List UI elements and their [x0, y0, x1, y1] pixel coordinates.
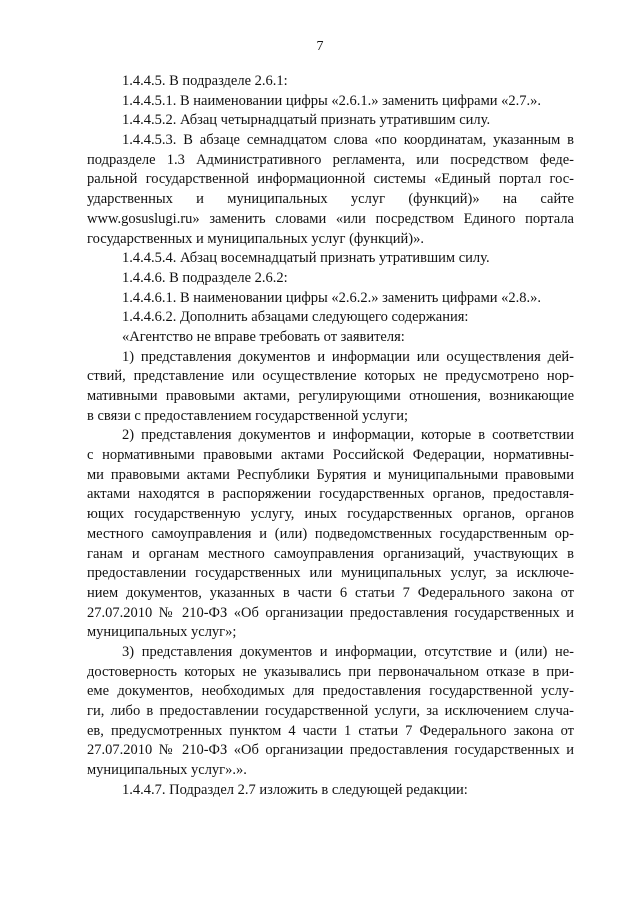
text-line: ствий, представление или осуществление которых не предусмотрено нор- [87, 368, 574, 385]
text-line: в связи с предоставлением государственной услуги; [87, 407, 408, 424]
text-line: ральной государственной информационной системы «Единый портал гос- [87, 171, 574, 188]
text-line: нием документов, указанных в части 6 статьи 7 Федерального закона от [87, 584, 574, 601]
text-line: 27.07.2010 № 210-ФЗ «Об организации предоставления государственных и [87, 742, 574, 759]
text-line: подразделе 1.3 Административного регламента, или посредством феде- [87, 151, 574, 168]
text-line: 1.4.4.5.3. В абзаце семнадцатом слова «по координатам, указанным в [122, 132, 574, 149]
text-line: ев, предусмотренных пунктом 4 части 1 статьи 7 Федерального закона от [87, 722, 574, 739]
text-line: мативными правовыми актами, регулирующими отношения, возникающие [87, 388, 574, 404]
text-line: местного самоуправления и (или) подведомственных государственным ор- [87, 525, 574, 542]
text-line: достоверность которых не указывались при первоначальном отказе в при- [87, 663, 574, 680]
text-line: 1.4.4.5.1. В наименовании цифры «2.6.1.» заменить цифрами «2.7.». [122, 92, 542, 109]
text-line: 1.4.4.7. Подраздел 2.7 изложить в следующей редакции: [122, 781, 468, 798]
text-line: актами находятся в распоряжении государственных органов, предоставля- [87, 486, 574, 503]
text-line: предоставлении государственных или муниципальных услуг, за исключе- [87, 565, 574, 582]
text-line: 1.4.4.6.1. В наименовании цифры «2.6.2.» заменить цифрами «2.8.». [122, 289, 542, 306]
text-line: ги, либо в предоставлении государственной услуги, за исключением случа- [87, 703, 574, 719]
text-line: www.gosuslugi.ru» заменить словами «или посредством Единого портала [87, 210, 574, 227]
text-line: 27.07.2010 № 210-ФЗ «Об организации предоставления государственных и [87, 604, 574, 621]
text-line: ганам и органам местного самоуправления организаций, участвующих в [87, 545, 574, 562]
text-line: государственных и муниципальных услуг (функций)». [87, 230, 424, 247]
text-line: 1) представления документов и информации или осуществления дей- [122, 348, 574, 365]
document-body [87, 72, 574, 800]
text-line: 1.4.4.6.2. Дополнить абзацами следующего содержания: [122, 309, 469, 326]
text-line: 1.4.4.5.2. Абзац четырнадцатый признать утратившим силу. [122, 112, 491, 129]
text-line: ми правовыми актами Республики Бурятия и муниципальными правовыми [87, 466, 574, 483]
text-line: «Агентство не вправе требовать от заявителя: [122, 328, 405, 345]
text-line: 2) представления документов и информации, которые в соответствии [122, 427, 574, 444]
text-line: муниципальных услуг».». [87, 762, 247, 779]
text-line: 1.4.4.6. В подразделе 2.6.2: [122, 269, 288, 286]
text-line: 1.4.4.5.4. Абзац восемнадцатый признать утратившим силу. [122, 250, 490, 267]
text-line: ющих государственную услугу, иных государственных органов, органов [87, 506, 574, 523]
text-line: 1.4.4.5. В подразделе 2.6.1: [122, 73, 288, 89]
page-number: 7 [316, 39, 324, 54]
text-line: с нормативными правовыми актами Российской Федерации, нормативны- [87, 447, 574, 464]
text-line: 3) представления документов и информации, отсутствие и (или) не- [122, 643, 574, 660]
text-line: еме документов, необходимых для предоставления государственной услу- [87, 683, 574, 700]
text-line: муниципальных услуг»; [87, 624, 237, 641]
text-line: ударственных и муниципальных услуг (функций)» на сайте [87, 191, 574, 208]
